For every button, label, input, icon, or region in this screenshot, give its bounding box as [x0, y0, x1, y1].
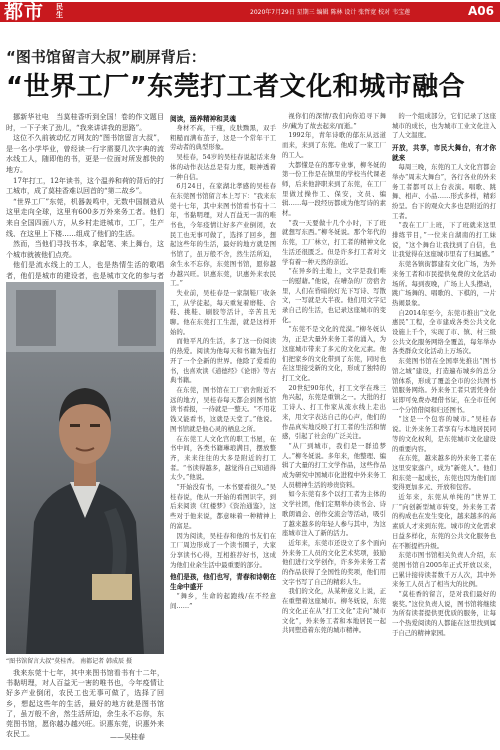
- lead-paragraph: 17年打工，12年读书，这个温养和荷的背后的打工城市，成了莫桂香难以回首的“第二故乡”。: [6, 176, 164, 196]
- article-column-4: [392, 112, 496, 748]
- quoted-message: [6, 668, 164, 739]
- section-subheading: 阅读，涵养精神和灵魂: [170, 115, 236, 123]
- body-paragraph: 20世纪90年代，打工文学在珠三角兴起，东莞是重镇之一。大批的打工诗人、打工作家从流水线上走出来，用文字表达自己的心声，他们的作品真实地反映了打工者的生活和情感，引起了社会的广泛关注。: [282, 383, 386, 441]
- body-paragraph: “从厂到城市，我们是一群追梦人。”柳冬妩说。多年来，他整理、编辑了大量的打工文学作品，这些作品成为研究中国城市化进程中外来务工人员精神生活的珍贵资料。: [282, 441, 386, 489]
- body-paragraph: 身材不高，干瘦，皮肤黝黑，双手粗糙而满布茧子，这是一个常年干工劳动者的典型形象。: [170, 124, 276, 152]
- body-paragraph: 每周三晚，东莞的工人文化宫都会举办“周末大舞台”，各行各业的外来务工者都可以上台表演。唱歌、跳舞、相声、小品……形式多样，精彩纷呈。台下的观众大多也是附近的打工者。: [392, 163, 496, 220]
- body-paragraph: 1992年，青年诗歌的郁东从远道而来，来到了东莞。他成了一家工厂的工人。: [282, 131, 386, 159]
- section-subheading: 开放，共享，市民大舞台，有才你就来: [392, 144, 496, 163]
- body-paragraph: “开始没有书，一本书要看很久。”吴桂春说，他从一开始的看图识字，到后来阅读《红楼梦》《资治通鉴》，这些对于他来说，都意味着一种精神上的富足。: [170, 483, 276, 530]
- body-paragraph: 如今东莞有多个以打工者为主体的文学社团，他们定期举办读书会、诗歌朗诵会、创作交流会等活动，吸引了越来越多的年轻人参与其中，为这座城市注入了新的活力。: [282, 490, 386, 538]
- section-subtitle: 民生: [56, 3, 63, 19]
- body-paragraph: 视你们的深情/我们向你追寻下舞步/藏为了故去起来/而逝。”: [282, 112, 386, 130]
- lead-paragraph: “世界工厂”东莞，机器轰鸣中，无数中国制造从这里走向全球，这里有600多万外来务工者。他们来自全国四面八方，从乡村走进城市，工厂，生产线、在这里上下楼……组成了他们的生活。: [6, 197, 164, 238]
- portrait-photo: [6, 282, 164, 654]
- lead-paragraphs: [6, 112, 164, 303]
- headline-kicker: “图书馆留言大叔”刷屏背后：: [6, 48, 206, 66]
- body-paragraph: “在异乡的土地上，文字是我们唯一的慰藉。”他说，在嘈杂的厂房宿舍里，人们在昏暗的灯光下写诗、写散文，一写就是大半夜。他们用文字记录自己的生活，也记录这座城市的变化。: [282, 267, 386, 324]
- body-paragraph: 近年来，东莞从单纯的“世界工厂”向创新型城市转变，外来务工者的构成也在发生变化，越来越多的高素质人才来到东莞。城市的文化需求日益多样化，东莞的公共文化服务也在不断提档升级。: [392, 493, 496, 550]
- article-column-2: [170, 112, 276, 748]
- body-paragraph: 失业前，吴桂春是一家制鞋厂收条工，从学徒起，每天重复着磨鞋、合鞋、挑鞋、刷胶等活计，辛苦且无聊。他在东莞打工生涯，就是这样开始的。: [170, 288, 276, 336]
- masthead: [0, 0, 500, 26]
- body-paragraph: 我们的文化，从某种意义上说，正在重塑着这座城市。柳冬妩说，东莞的文化正在从“打工文化”走向“城市文化”，外来务工者和本地居民一起共同塑造着东莞的城市精神。: [282, 587, 386, 635]
- quoted-message-paragraph: 我来东莞十七年，其中来图书馆看书有十二年，书黏明理，对人百益无一害的唯书也，今年疫情让好多产业倒闭，农民工也无事可做了，选择了回乡，想起这些年的生活，最好的地方就是图书馆了，虽万般不舍，然生活所迫，余生永不忘你，东莞图书馆，愿你越办越兴旺。识惠东莞，识惠外来农民工。: [6, 669, 164, 739]
- page-number: A06: [468, 4, 494, 18]
- section-title: 都市: [4, 1, 45, 23]
- body-paragraph: 自2014年至今，东莞市推出“文化惠民”工程，全市建成各类公共文化设施上千个，实现了市、镇、村三级公共文化服务网络全覆盖，每年举办各类群众文化活动上万场次。: [392, 308, 496, 356]
- body-paragraph: “莫桂香的留言，是对我们最好的褒奖。”这位负责人说，图书馆将继续为所有读者提供更优质的服务，让每一个热爱阅读的人都能在这里找到属于自己的精神家园。: [392, 590, 496, 637]
- body-paragraph: 大都懂是在的那专业事，柳冬妩的第一份工作是在镇里的学校当代课老师，后来他辞职来到了东莞，在工厂里做过操作工、保安，文员、编辑……每一段经历都成为他写诗的素材。: [282, 160, 386, 218]
- lead-paragraph: 然而，当他们寻找书本，拿起笔、来上舞台，这个城市就被他们点亮。: [6, 240, 164, 259]
- body-paragraph: “我在工厂上班，下了班就来这里排练节目，”一位来自湖南的打工妹说，“这个舞台让我找到了自信，也让我觉得在这座城市里有了归属感。”: [392, 221, 496, 259]
- body-paragraph: “舞乡，生命的起跑线/在不经意间……”: [170, 592, 276, 611]
- article-column-3: [282, 112, 386, 748]
- body-paragraph: 近年来，东莞市还设立了多个面向外来务工人员的文化艺术奖项，鼓励他们进行文学创作，许多外来务工者的作品获得了全国性的奖项，他们用文字书写了自己的精彩人生。: [282, 538, 386, 586]
- edition-info: 2020年7月29日 星期三 编辑 陈林 设计 张哲宽 校对 韦宝莲: [250, 9, 411, 16]
- lead-paragraph: 他们是流水线上的工人，也是热情生活的歌唱者，他们是城市的建设者，也是城市文化的参与者: [6, 261, 164, 280]
- body-paragraph: 在东莞，越来越多的外来务工者在这里安家落户，成为“新莞人”。他们和东莞一起成长，东莞也因为他们而变得更加多元、开放和包容。: [392, 454, 496, 492]
- headline: “世界工厂”东莞打工者文化和城市融合: [6, 72, 466, 102]
- body-paragraph: 东莞图书馆在全国率先推出“图书馆之城”建设，打造遍布城乡的总分馆体系，形成了覆盖全市的公共图书馆服务网络。外来务工者只需凭身份证即可免费办理借书证，在全市任何一个分馆借阅和归还图书。: [392, 357, 496, 414]
- body-paragraph: 在东莞，图书馆在工厂宿舍附近不远的地方，吴桂春每天都会到图书馆读书看报，一待就是一整天。“不用花钱又能看书，这就是天堂了。”他说。图书馆就是他心灵的栖息之所。: [170, 385, 276, 433]
- lead-paragraph: 这位不久前被动忆万网友的“图书馆留言大叔”，是一名小学毕业，曾经读一行字需要几次字典的流水线工人，随即他的书，更是一位面对所发都快的地方。: [6, 134, 164, 174]
- message-signature: ——吴桂春: [110, 733, 145, 741]
- body-paragraph: “这是一个包容的城市。”吴桂春说。让外来务工者享有与本地居民同等的文化权利，是东莞城市文化建设的重要内容。: [392, 415, 496, 453]
- body-paragraph: “我一天要做十几个小时，下了班就想写东西。”柳冬妩说。那个年代的东莞，工厂林立，打工者的精神文化生活还很匮乏。但是许多打工者对文学有着一种天然的亲近。: [282, 218, 386, 266]
- photo-caption: “图书馆留言大叔”莫桂香。 南都记者 韩成辰 摄: [6, 658, 132, 665]
- body-paragraph: “东莞不是文化的荒漠。”柳冬妩认为，正是大量外来务工者的涌入，为这座城市带来了多元的文化元素。他们把家乡的文化带到了东莞，同时也在这里接受新的文化，形成了独特的打工文化。: [282, 325, 386, 382]
- body-paragraph: 东莞各镇街都建有文化广场，为外来务工者和市民提供免费的文化活动场所。每到夜晚，广场上人头攒动，跳广场舞的、唱歌的、下棋的，一片热闹景象。: [392, 260, 496, 307]
- body-paragraph: 东莞市图书馆相关负责人介绍，东莞图书馆自2005年正式开放以来，已累计接待读者数千万人次，其中外来务工人员占了相当大的比例。: [392, 551, 496, 589]
- portrait-photo-illustration: [6, 282, 164, 654]
- body-paragraph: 6月24日，在家湖北孝感的吴桂春在东莞图书馆留言本上写下：“我来东莞十七年，其中来图书馆看书有十二年，书黏明理，对人百益无一害的唯书也，今年疫情让好多产业倒闭，农民工也无事可做了，选择了回乡，想起这些年的生活，最好的地方就是图书馆了，虽万般不舍，然生活所迫，余生永不忘你，东莞图书馆，愿你越办越兴旺。识惠东莞，识惠外来农民工。”: [170, 182, 276, 288]
- section-subheading: 他们是孩，他们也写，青春和诗朝在生命中盛开: [170, 573, 276, 592]
- lead-paragraph: 挪新华社电 当莫桂香听到全国！卷的作文题目时，一下子来了劲儿，“我来讲讲我的思路”。: [6, 113, 164, 132]
- body-paragraph: 而他平凡的生活，多了这一份阅读的热爱。阅读为他每天和书籍为伍打开了一个全新的世界。他除了爱看的书，也喜欢读《道德经》《论语》等古典书籍。: [170, 337, 276, 385]
- body-paragraph: 吴桂春，54岁的吴桂春说起话来身体的动作表达总是有力度，眼神透着一种自信。: [170, 153, 276, 181]
- body-paragraph: 因为阅读，吴桂春和他的书友们在工厂周边形成了一个读书圈子，大家分享读书心得，互相推荐好书，这成为他们业余生活中最重要的部分。: [170, 531, 276, 569]
- body-paragraph: 在东莞工人文化宫的职工书屋，在书中间，各类书籍琳琅满目，摆放整齐，来来往往的大多是附近的打工者。“书读得越多，越觉得自己知道得太少。”他说。: [170, 434, 276, 482]
- body-paragraph: 的一个组成部分，它们记录了这座城市的成长，也为城市工业文化注入了人文温度。: [392, 112, 496, 140]
